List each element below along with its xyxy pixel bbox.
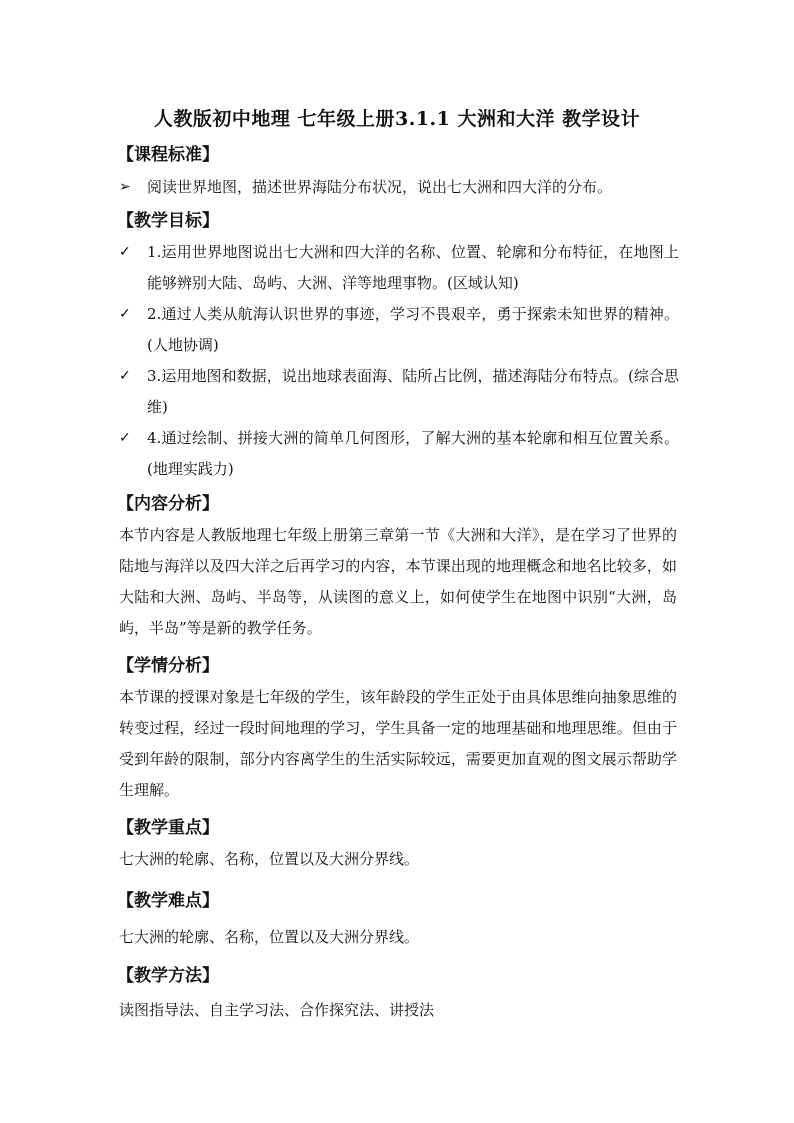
heading-content-analysis: 【内容分析】	[117, 494, 219, 514]
goal-item-3	[119, 361, 679, 423]
standard-item	[119, 172, 679, 203]
check-bullet-icon: ✓	[119, 430, 131, 446]
student-analysis-text: 本节课的授课对象是七年级的学生，该年龄段的学生正处于由具体思维向抽象思维的转变过程，经过一段时间地理的学习，学生具备一定的地理基础和地理思维。但由于受到年龄的限制，部分内容离学生的生活实际较远，需要更加直观的图文展示帮助学生理解。	[119, 688, 677, 799]
heading-curriculum-standard: 【课程标准】	[117, 145, 219, 165]
goal-item-text: 3.运用地图和数据，说出地球表面海、陆所占比例，描述海陆分布特点。(综合思维)	[147, 367, 679, 416]
arrow-bullet-icon: ➢	[119, 179, 131, 195]
heading-teaching-methods: 【教学方法】	[117, 966, 219, 986]
goal-item-4	[119, 423, 679, 485]
heading-teaching-goals: 【教学目标】	[117, 211, 219, 231]
standard-item-text: 阅读世界地图，描述世界海陆分布状况，说出七大洲和四大洋的分布。	[147, 178, 613, 196]
check-bullet-icon: ✓	[119, 244, 131, 260]
goal-item-2	[119, 299, 679, 361]
goal-item-1	[119, 237, 679, 299]
heading-teaching-difficulty: 【教学难点】	[117, 891, 219, 911]
goal-item-text: 4.通过绘制、拼接大洲的简单几何图形，了解大洲的基本轮廓和相互位置关系。(地理实践力)	[147, 429, 679, 478]
goal-item-text: 1.运用世界地图说出七大洲和四大洋的名称、位置、轮廓和分布特征，在地图上能够辨别大陆、岛屿、大洲、洋等地理事物。(区域认知)	[147, 243, 679, 292]
teaching-difficulty-text: 七大洲的轮廓、名称，位置以及大洲分界线。	[119, 928, 420, 946]
teaching-methods-text: 读图指导法、自主学习法、合作探究法、讲授法	[119, 1001, 435, 1019]
heading-teaching-focus: 【教学重点】	[117, 818, 219, 838]
goal-item-text: 2.通过人类从航海认识世界的事迹，学习不畏艰辛，勇于探索未知世界的精神。(人地协调)	[147, 305, 679, 354]
document-title: 人教版初中地理 七年级上册3.1.1 大洲和大洋 教学设计	[153, 108, 641, 130]
check-bullet-icon: ✓	[119, 306, 131, 322]
heading-student-analysis: 【学情分析】	[117, 656, 219, 676]
teaching-focus-text: 七大洲的轮廓、名称，位置以及大洲分界线。	[119, 850, 420, 868]
check-bullet-icon: ✓	[119, 368, 131, 384]
content-analysis-text: 本节内容是人教版地理七年级上册第三章第一节《大洲和大洋》，是在学习了世界的陆地与海洋以及四大洋之后再学习的内容，本节课出现的地理概念和地名比较多，如大陆和大洲、岛屿、半岛等，从读图的意义上，如何使学生在地图中识别“大洲，岛屿，半岛”等是新的教学任务。	[119, 526, 677, 637]
